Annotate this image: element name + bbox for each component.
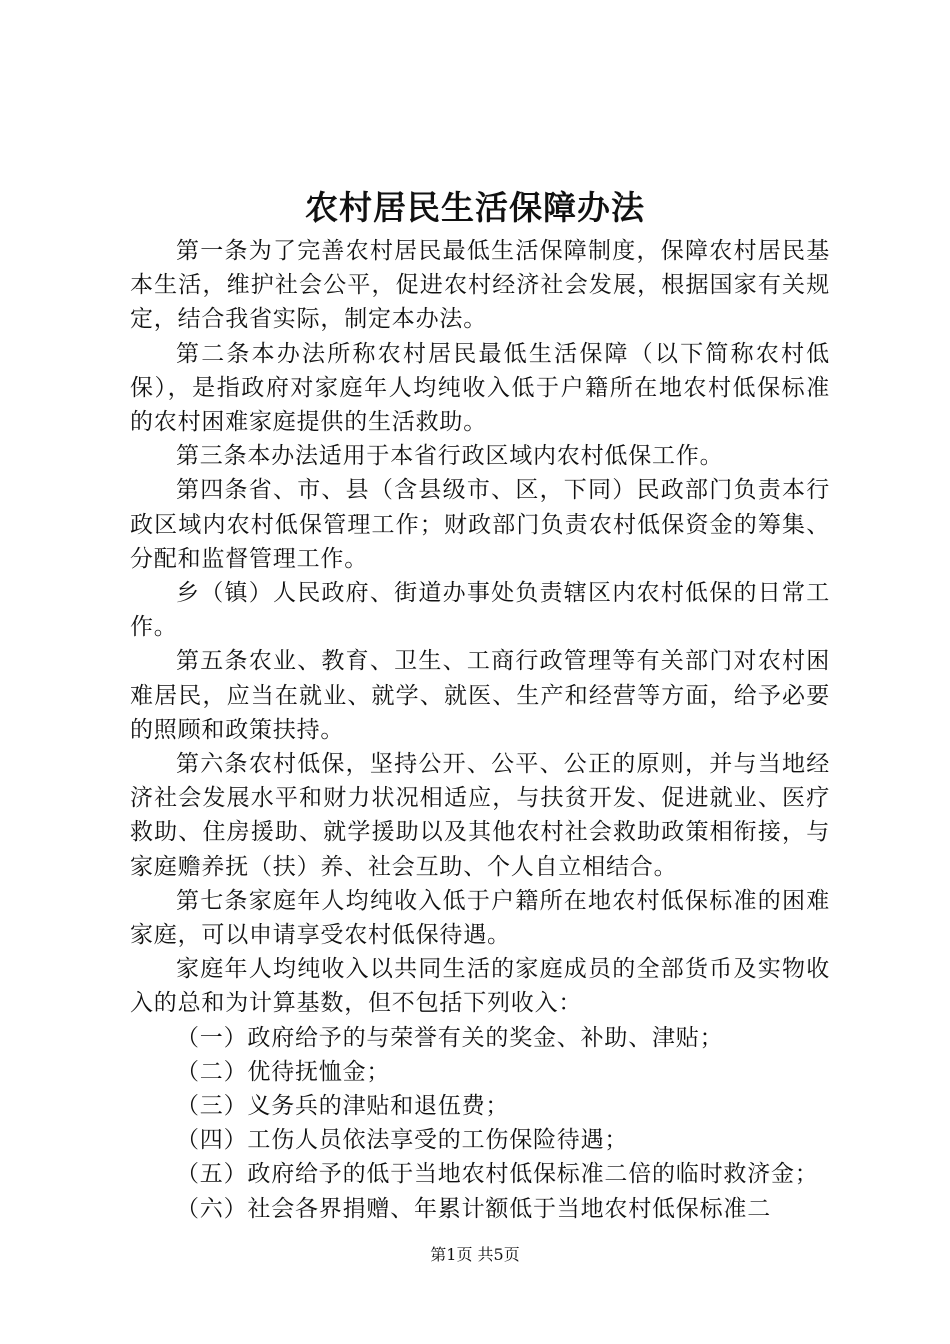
paragraph-article-3: 第三条本办法适用于本省行政区域内农村低保工作。 (176, 443, 724, 470)
paragraph-article-4: 第四条省、市、县（含县级市、区，下同）民政部门负责本行政区域内农村低保管理工作；财政部门负责农村低保资金的筹集、分配和监督管理工作。 (130, 477, 830, 572)
list-item-exclusion-1: （一）政府给予的与荣誉有关的奖金、补助、津贴； (176, 1024, 724, 1051)
document-title: 农村居民生活保障办法 (305, 188, 645, 227)
list-item-exclusion-3: （三）义务兵的津贴和退伍费； (176, 1093, 510, 1120)
paragraph-article-5: 第五条农业、教育、卫生、工商行政管理等有关部门对农村困难居民，应当在就业、就学、就医、生产和经营等方面，给予必要的照顾和政策扶持。 (130, 648, 830, 743)
paragraph-article-2: 第二条本办法所称农村居民最低生活保障（以下简称农村低保），是指政府对家庭年人均纯收入低于户籍所在地农村低保标准的农村困难家庭提供的生活救助。 (130, 340, 830, 436)
paragraph-income-basis: 家庭年人均纯收入以共同生活的家庭成员的全部货币及实物收入的总和为计算基数，但不包括下列收入： (130, 956, 830, 1017)
list-item-exclusion-5: （五）政府给予的低于当地农村低保标准二倍的临时救济金； (176, 1161, 819, 1188)
list-item-exclusion-6: （六）社会各界捐赠、年累计额低于当地农村低保标准二 (176, 1195, 771, 1222)
page-number-footer: 第1页 共5页 (430, 1245, 520, 1264)
paragraph-article-7: 第七条家庭年人均纯收入低于户籍所在地农村低保标准的困难家庭，可以申请享受农村低保待遇。 (130, 887, 830, 949)
paragraph-article-1: 第一条为了完善农村居民最低生活保障制度，保障农村居民基本生活，维护社会公平，促进农村经济社会发展，根据国家有关规定，结合我省实际，制定本办法。 (130, 238, 830, 333)
paragraph-article-6: 第六条农村低保，坚持公开、公平、公正的原则，并与当地经济社会发展水平和财力状况相适应，与扶贫开发、促进就业、医疗救助、住房援助、就学援助以及其他农村社会救助政策相衔接，与家庭赡养抚（扶）养、社会互助、个人自立相结合。 (130, 751, 830, 880)
document-body (130, 234, 830, 1226)
paragraph-township-duty: 乡（镇）人民政府、街道办事处负责辖区内农村低保的日常工作。 (130, 580, 830, 641)
list-item-exclusion-2: （二）优待抚恤金； (176, 1058, 391, 1085)
list-item-exclusion-4: （四）工伤人员依法享受的工伤保险待遇； (176, 1127, 629, 1154)
